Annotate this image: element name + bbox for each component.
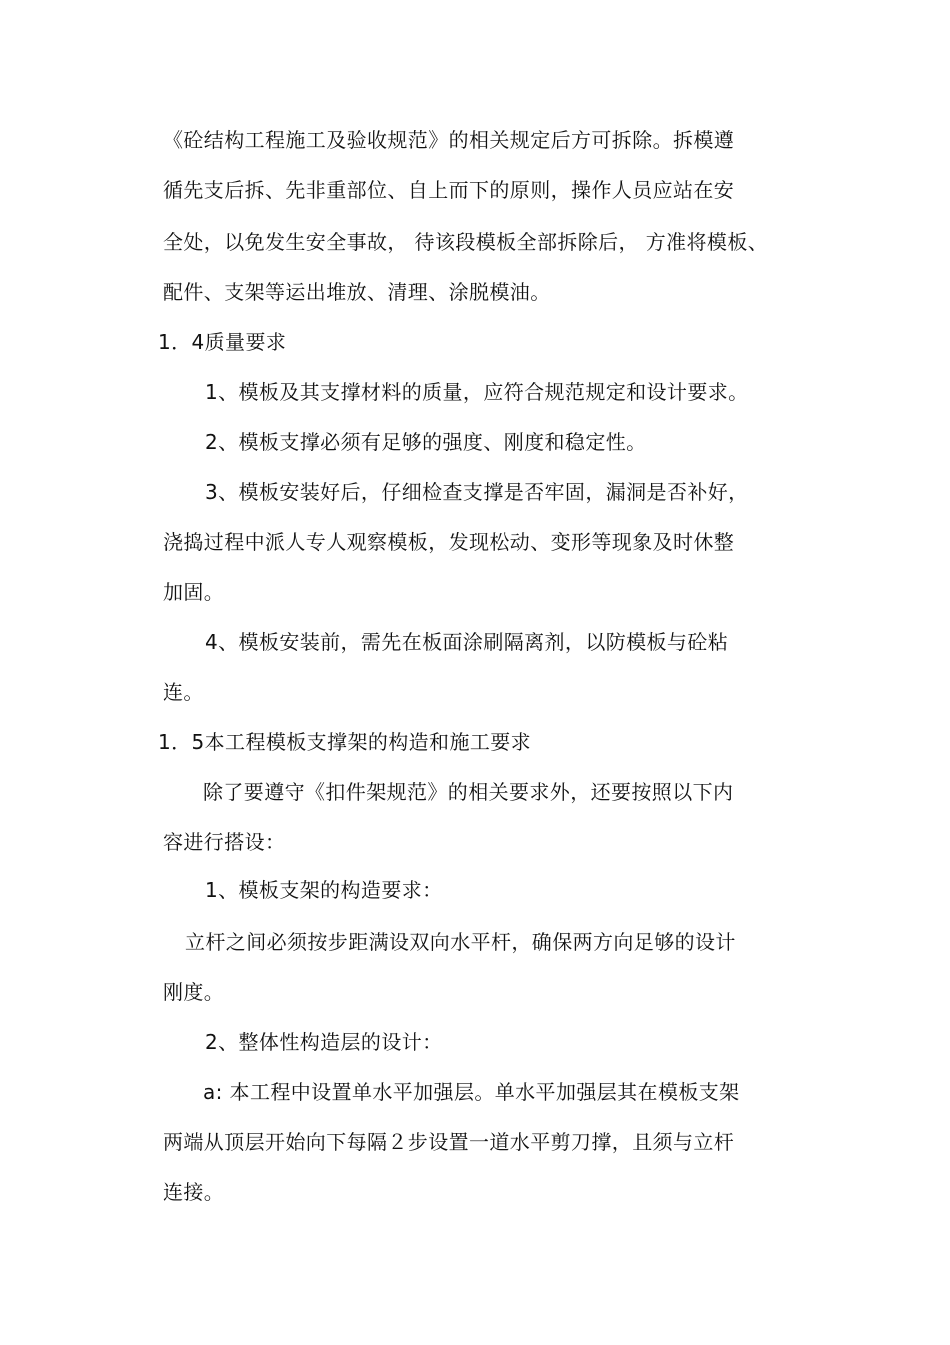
text-line: 《砼结构工程施工及验收规范》的相关规定后方可拆除。拆模遵 xyxy=(163,128,735,152)
text-line: 配件、支架等运出堆放、清理、涂脱模油。 xyxy=(163,280,551,304)
text-line: 连。 xyxy=(163,680,204,704)
text-line: 立杆之间必须按步距满设双向水平杆，确保两方向足够的设计 xyxy=(185,930,736,954)
section-heading: 1．5本工程模板支撑架的构造和施工要求 xyxy=(158,730,532,754)
text-line: 浇捣过程中派人专人观察模板，发现松动、变形等现象及时休整 xyxy=(163,530,735,554)
text-line: a: 本工程中设置单水平加强层。单水平加强层其在模板支架 xyxy=(203,1080,740,1104)
text-line: 全处，以免发生安全事故， 待该段模板全部拆除后， 方准将模板、 xyxy=(163,230,769,254)
text-line: 加固。 xyxy=(163,580,225,604)
text-line: 除了要遵守《扣件架规范》的相关要求外，还要按照以下内 xyxy=(203,780,734,804)
list-item: 3、模板安装好后，仔细检查支撑是否牢固，漏洞是否补好， xyxy=(205,480,749,504)
list-item: 1、模板及其支撑材料的质量，应符合规范规定和设计要求。 xyxy=(205,380,749,404)
text-line: 连接。 xyxy=(163,1180,225,1204)
text-line: 循先支后拆、先非重部位、自上而下的原则，操作人员应站在安 xyxy=(163,178,735,202)
list-item: 4、模板安装前，需先在板面涂刷隔离剂，以防模板与砼粘 xyxy=(205,630,729,654)
section-heading: 1．4质量要求 xyxy=(158,330,287,354)
text-line: 两端从顶层开始向下每隔２步设置一道水平剪刀撑，且须与立杆 xyxy=(163,1130,735,1154)
list-item: 1、模板支架的构造要求： xyxy=(205,878,443,902)
text-line: 刚度。 xyxy=(163,980,225,1004)
list-item: 2、模板支撑必须有足够的强度、刚度和稳定性。 xyxy=(205,430,647,454)
list-item: 2、整体性构造层的设计： xyxy=(205,1030,443,1054)
text-line: 容进行搭设： xyxy=(163,830,286,854)
